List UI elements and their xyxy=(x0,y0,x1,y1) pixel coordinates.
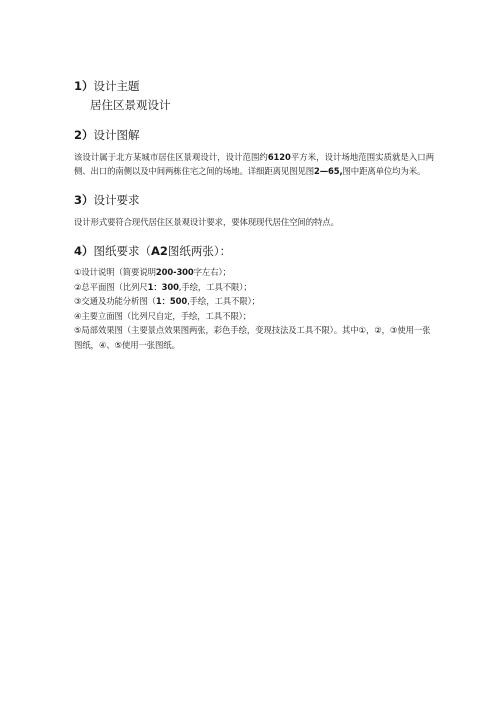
bold-run: 200-300 xyxy=(155,267,194,277)
design-theme-text: 居住区景观设计 xyxy=(90,98,171,112)
text-run: 图中距离单位均为米。 xyxy=(342,166,426,176)
design-illustration-text xyxy=(74,150,434,178)
section-number: 2） xyxy=(74,128,94,142)
bold-run: 1：500 xyxy=(155,296,188,306)
text-run: ⑤局部效果图（主要景点效果图两张，彩色手绘，变现技法及工具不限）。其中①，②，③使用一张图纸，④、⑤使用一张图纸。 xyxy=(74,325,431,350)
section-heading xyxy=(74,78,434,94)
design-requirements-text: 设计形式要符合现代居住区景观设计要求，要体现现代居住空间的特点。 xyxy=(74,217,339,227)
text-run: ,手绘，工具不限）； xyxy=(178,281,252,292)
text-run: ②总平面图（比列尺 xyxy=(74,281,148,292)
drawing-requirements-list xyxy=(74,265,434,352)
text-run: ③交通及功能分析图（ xyxy=(74,296,156,306)
list-item xyxy=(74,323,434,352)
list-item xyxy=(74,294,434,309)
text-run: 字左右）； xyxy=(193,267,231,277)
list-item xyxy=(74,280,434,295)
list-item xyxy=(74,265,434,280)
text-run: ①设计说明（简要说明 xyxy=(74,267,156,277)
section-title: 设计图解 xyxy=(93,128,140,142)
section-heading xyxy=(74,127,434,143)
section-title: 图纸两张）： xyxy=(167,244,232,258)
text-run: ,手绘，工具不限）； xyxy=(187,296,260,306)
text-run: 该设计属于北方某城市居住区景观设计，设计范围约 xyxy=(74,152,268,162)
bold-run: 2—65, xyxy=(313,166,343,176)
section-title: 设计要求 xyxy=(93,193,140,207)
bold-run: 1：300 xyxy=(147,281,179,292)
bold-run: 6120 xyxy=(267,152,291,162)
section-heading xyxy=(74,192,434,208)
section-drawing-requirements xyxy=(74,243,434,352)
section-title: 设计主题 xyxy=(93,79,140,93)
section-number: 1） xyxy=(74,79,94,93)
section-design-requirements xyxy=(74,192,434,229)
document-body xyxy=(74,78,434,352)
section-number: 4） xyxy=(74,244,94,258)
text-run: ④主要立面图（比列尺自定，手绘，工具不限）； xyxy=(74,310,251,321)
section-heading xyxy=(74,243,434,259)
list-item xyxy=(74,309,434,324)
section-design-theme xyxy=(74,78,434,113)
section-title: 图纸要求（ xyxy=(93,244,152,258)
text-run: 平方米，设计场地范围实质就是入口两侧、出口的南侧以及中间两栋住宅之间的场地。详细距离见图见图 xyxy=(74,152,434,176)
section-number: 3） xyxy=(74,193,94,207)
section-design-illustration xyxy=(74,127,434,178)
section-title-bold: A2 xyxy=(151,244,168,258)
